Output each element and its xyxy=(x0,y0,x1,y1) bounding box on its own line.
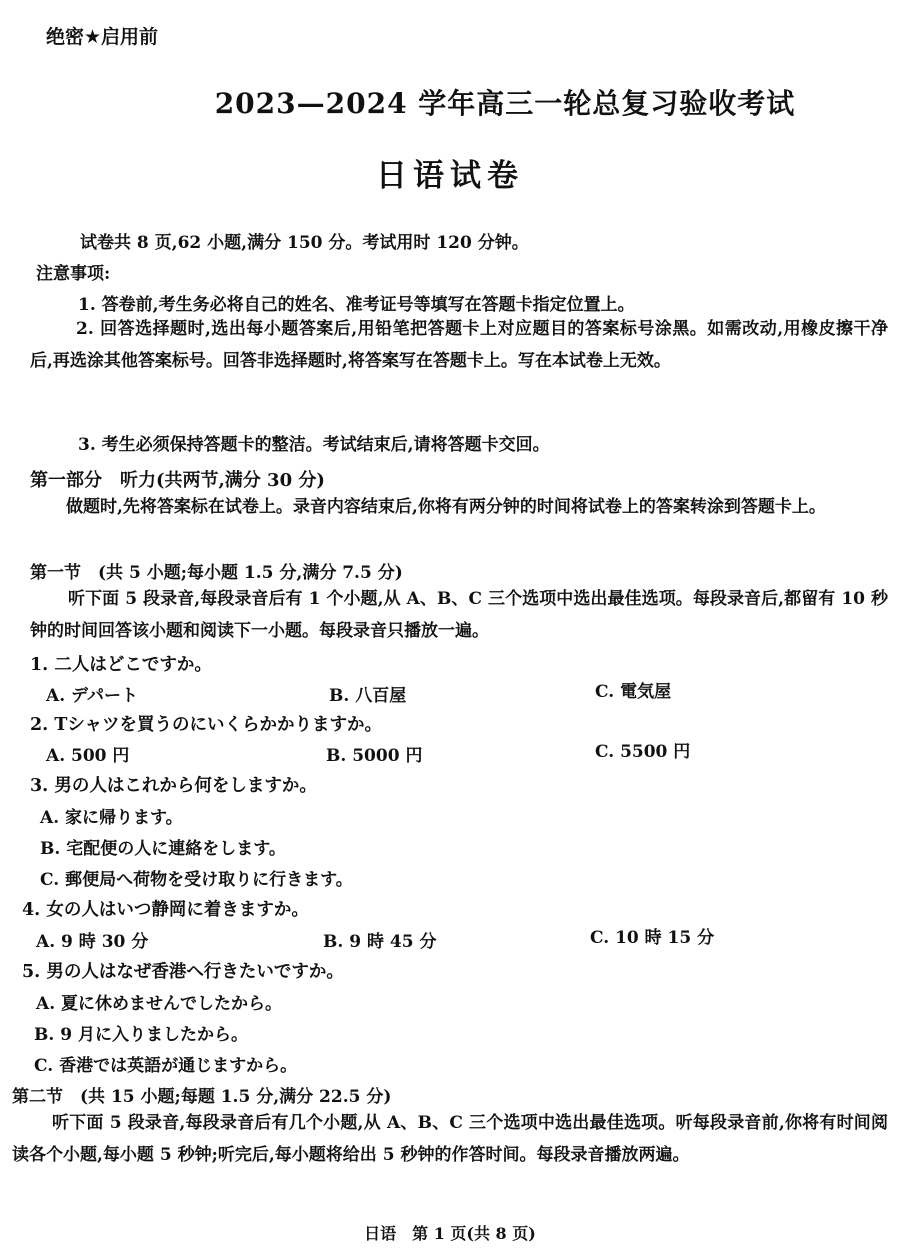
q4-option-c: C. 10 時 15 分 xyxy=(590,928,715,948)
q3-option-b: B. 宅配便の人に連絡をします。 xyxy=(40,839,286,859)
q3-option-a: A. 家に帰ります。 xyxy=(40,808,183,828)
section2-instruction: 听下面 5 段录音,每段录音后有几个小题,从 A、B、C 三个选项中选出最佳选项。听每段录音前,你将有时间阅读各个小题,每小题 5 秒钟;听完后,每小题将给出 5 秒钟的作答时间。每段录音播放两遍。 xyxy=(12,1113,888,1165)
exam-intro: 试卷共 8 页,62 小题,满分 150 分。考试用时 120 分钟。 xyxy=(80,233,529,253)
q4-option-a: A. 9 時 30 分 xyxy=(36,932,149,952)
q2-option-c: C. 5500 円 xyxy=(595,742,691,762)
q1-option-a: A. デパート xyxy=(46,686,139,706)
part1-instruction: 做题时,先将答案标在试卷上。录音内容结束后,你将有两分钟的时间将试卷上的答案转涂到答题卡上。 xyxy=(66,497,826,517)
q1-option-b: B. 八百屋 xyxy=(329,686,407,706)
confidential-label: 绝密★启用前 xyxy=(46,26,159,48)
q4-option-b: B. 9 時 45 分 xyxy=(323,932,437,952)
section1-instruction: 听下面 5 段录音,每段录音后有 1 个小题,从 A、B、C 三个选项中选出最佳选项。每段录音后,都留有 10 秒钟的时间回答该小题和阅读下一小题。每段录音只播放一遍。 xyxy=(30,589,888,641)
question-5: 5. 男の人はなぜ香港へ行きたいですか。 xyxy=(22,962,344,982)
question-2: 2. Tシャツを買うのにいくらかかりますか。 xyxy=(30,715,383,735)
notice-heading: 注意事项: xyxy=(36,264,111,284)
page-footer: 日语 第 1 页(共 8 页) xyxy=(364,1224,536,1243)
question-4: 4. 女の人はいつ静岡に着きますか。 xyxy=(22,900,309,920)
q2-option-b: B. 5000 円 xyxy=(326,746,423,766)
q2-option-a: A. 500 円 xyxy=(46,746,130,766)
question-3: 3. 男の人はこれから何をしますか。 xyxy=(30,776,317,796)
subject-title: 日语试卷 xyxy=(376,158,524,194)
q1-option-c: C. 電気屋 xyxy=(595,682,672,702)
notice-item-3: 3. 考生必须保持答题卡的整洁。考试结束后,请将答题卡交回。 xyxy=(78,435,550,455)
question-1: 1. 二人はどこですか。 xyxy=(30,655,212,675)
part1-heading: 第一部分 听力(共两节,满分 30 分) xyxy=(30,470,325,491)
q5-option-c: C. 香港では英語が通じますから。 xyxy=(34,1056,298,1076)
q3-option-c: C. 郵便局へ荷物を受け取りに行きます。 xyxy=(40,870,353,890)
q5-option-b: B. 9 月に入りましたから。 xyxy=(34,1025,248,1045)
notice-item-1: 1. 答卷前,考生务必将自己的姓名、准考证号等填写在答题卡指定位置上。 xyxy=(78,295,635,315)
notice-item-2: 2. 回答选择题时,选出每小题答案后,用铅笔把答题卡上对应题目的答案标号涂黑。如需改动,用橡皮擦干净后,再选涂其他答案标号。回答非选择题时,将答案写在答题卡上。写在本试卷上无效。 xyxy=(30,319,888,371)
section2-heading: 第二节 (共 15 小题;每题 1.5 分,满分 22.5 分) xyxy=(12,1087,392,1107)
q5-option-a: A. 夏に休めませんでしたから。 xyxy=(36,994,283,1014)
section1-heading: 第一节 (共 5 小题;每小题 1.5 分,满分 7.5 分) xyxy=(30,563,403,583)
exam-title: 2023—2024 学年高三一轮总复习验收考试 xyxy=(214,87,796,120)
